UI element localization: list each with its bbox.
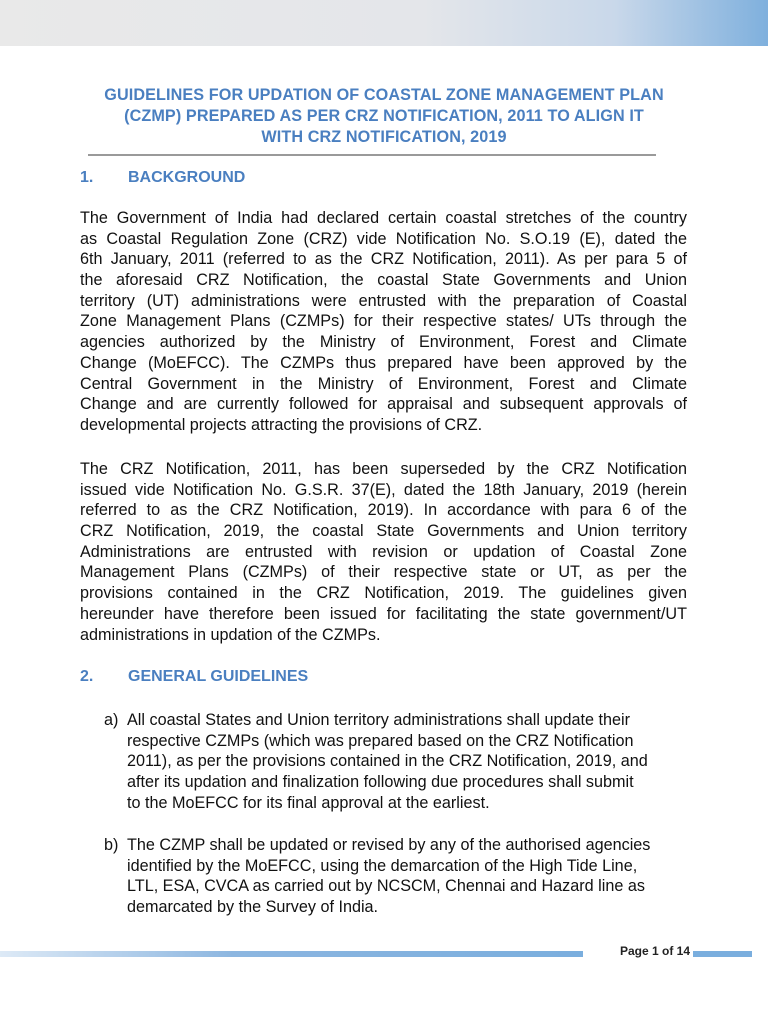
text-line: hereunder have therefore been issued for facilitating the state government/UT (80, 604, 687, 623)
text-line: as Coastal Regulation Zone (CRZ) vide Notification No. S.O.19 (E), dated the (80, 229, 687, 248)
section-heading-general-guidelines (80, 668, 308, 686)
title-line: WITH CRZ NOTIFICATION, 2019 (261, 128, 507, 146)
background-paragraph-2 (80, 459, 687, 645)
text-line: after its updation and finalization following due procedures shall submit (127, 773, 634, 792)
text-line: Central Government in the Ministry of Environment, Forest and Climate (80, 374, 687, 393)
background-paragraph-1 (80, 208, 687, 436)
text-line: All coastal States and Union territory administrations shall update their (127, 711, 630, 729)
page-number: Page 1 of 14 (617, 944, 693, 958)
text-line: administrations in updation of the CZMPs. (80, 625, 381, 644)
text-line: demarcated by the Survey of India. (127, 898, 379, 917)
title-line: (CZMP) PREPARED AS PER CRZ NOTIFICATION, 2011 TO ALIGN IT (124, 107, 644, 125)
section-heading-background (80, 169, 245, 187)
text-line: CRZ Notification, 2019, the coastal State Governments and Union territory (80, 522, 687, 541)
text-line: issued vide Notification No. G.S.R. 37(E), dated the 18th January, 2019 (herein (80, 480, 687, 499)
text-line: the aforesaid CRZ Notification, the coastal State Governments and Union (80, 271, 687, 290)
text-line: Change (MoEFCC). The CZMPs thus prepared have been approved by the (80, 353, 687, 372)
text-line: 6th January, 2011 (referred to as the CRZ Notification, 2011). As per para 5 of (80, 250, 687, 269)
section-title: BACKGROUND (128, 169, 246, 186)
guideline-item-b (104, 835, 687, 918)
text-line: The Government of India had declared certain coastal stretches of the country (80, 209, 687, 227)
list-marker: b) (104, 836, 119, 854)
text-line: provisions contained in the CRZ Notification, 2019. The guidelines given (80, 584, 687, 603)
section-number: 2. (80, 668, 94, 685)
section-number: 1. (80, 169, 94, 186)
text-line: The CZMP shall be updated or revised by any of the authorised agencies (127, 836, 651, 854)
text-line: Zone Management Plans (CZMPs) for their respective states/ UTs through the (80, 312, 687, 331)
text-line: to the MoEFCC for its final approval at the earliest. (127, 793, 490, 812)
text-line: respective CZMPs (which was prepared based on the CRZ Notification (127, 731, 634, 750)
text-line: Administrations are entrusted with revision or updation of Coastal Zone (80, 542, 687, 561)
section-title: GENERAL GUIDELINES (128, 668, 309, 685)
text-line: 2011), as per the provisions contained in the CRZ Notification, 2019, and (127, 752, 648, 771)
text-line: territory (UT) administrations were entrusted with the preparation of Coastal (80, 291, 687, 310)
document-title (60, 85, 708, 148)
footer-rule (0, 951, 583, 957)
text-line: Management Plans (CZMPs) of their respective state or UT, as per the (80, 563, 687, 582)
text-line: identified by the MoEFCC, using the demarcation of the High Tide Line, (127, 856, 638, 875)
text-line: LTL, ESA, CVCA as carried out by NCSCM, Chennai and Hazard line as (127, 877, 645, 896)
header-band (0, 0, 768, 46)
text-line: developmental projects attracting the provisions of CRZ. (80, 415, 483, 434)
text-line: agencies authorized by the Ministry of Environment, Forest and Climate (80, 333, 687, 352)
list-marker: a) (104, 711, 119, 729)
title-divider (88, 154, 656, 156)
guideline-item-a (104, 710, 687, 813)
text-line: The CRZ Notification, 2011, has been superseded by the CRZ Notification (80, 460, 687, 478)
text-line: Change and are currently followed for appraisal and subsequent approvals of (80, 395, 687, 414)
text-line: referred to as the CRZ Notification, 2019). In accordance with para 6 of the (80, 501, 687, 520)
title-line: GUIDELINES FOR UPDATION OF COASTAL ZONE MANAGEMENT PLAN (104, 86, 664, 104)
